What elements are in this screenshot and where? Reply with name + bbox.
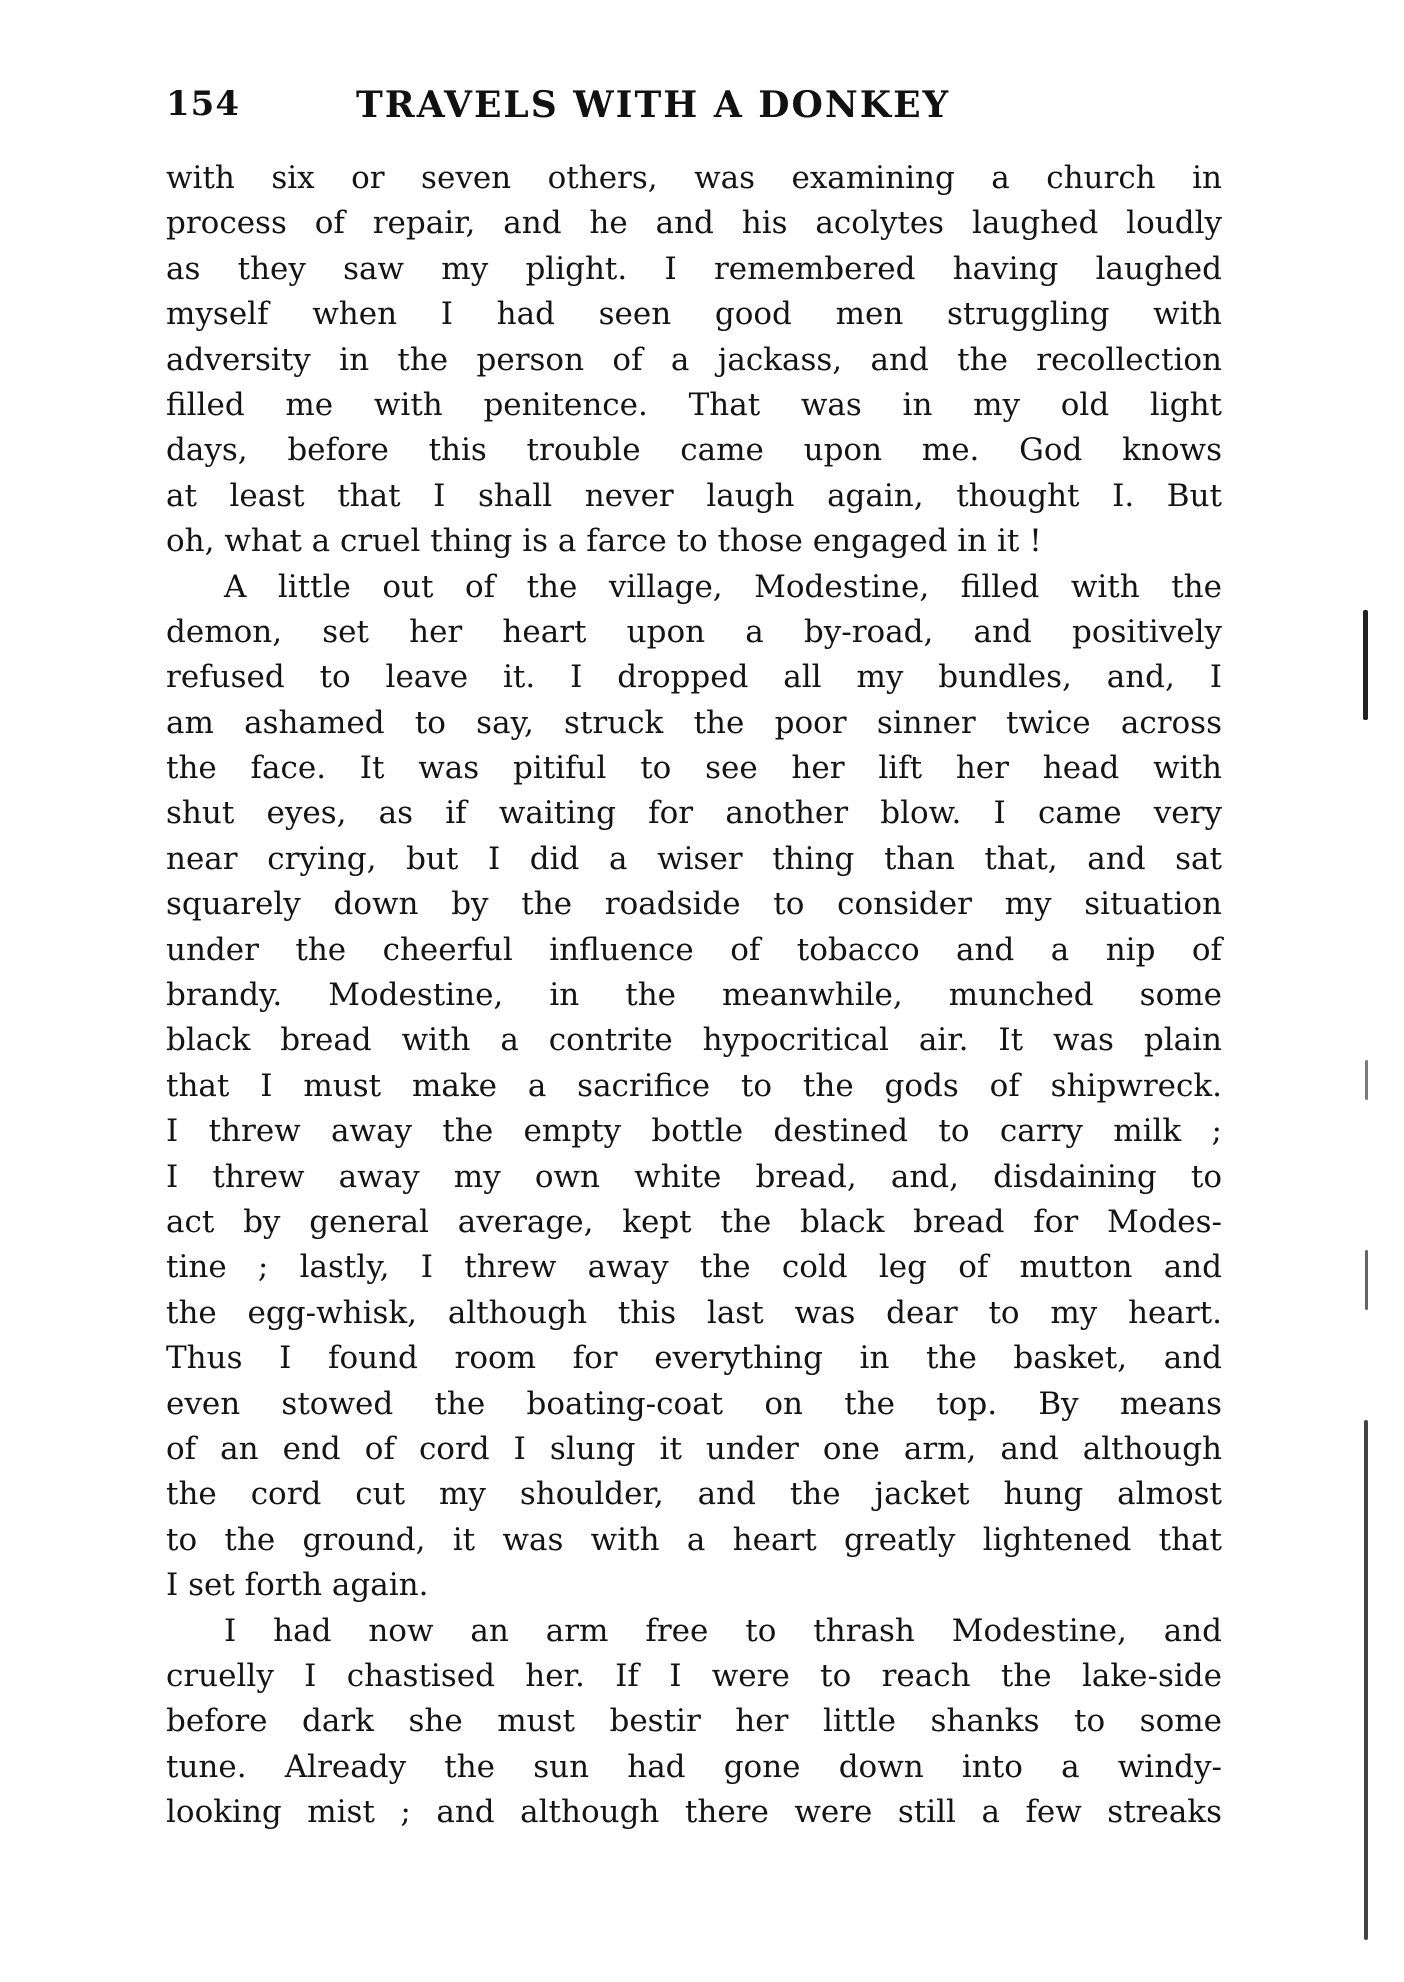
scan-edge-mark	[1365, 1060, 1368, 1100]
text-line: I threw away the empty bottle destined to carry milk ;	[166, 1113, 1222, 1150]
text-line: demon, set her heart upon a by-road, and positively	[166, 613, 1222, 650]
text-line: shut eyes, as if waiting for another blow. I came very	[166, 795, 1222, 832]
text-line: the cord cut my shoulder, and the jacket hung almost	[166, 1476, 1222, 1513]
text-line: near crying, but I did a wiser thing than that, and sat	[166, 840, 1222, 877]
text-line: process of repair, and he and his acolytes laughed loudly	[166, 205, 1222, 242]
text-line: myself when I had seen good men struggling with	[166, 296, 1222, 333]
text-line: am ashamed to say, struck the poor sinner twice across	[166, 704, 1222, 741]
text-line: filled me with penitence. That was in my old light	[166, 386, 1222, 423]
scan-edge-mark	[1363, 610, 1368, 720]
text-line: I had now an arm free to thrash Modestine, and	[224, 1612, 1222, 1649]
text-line: the egg-whisk, although this last was dear to my heart.	[166, 1294, 1222, 1331]
text-line: before dark she must bestir her little shanks to some	[166, 1703, 1222, 1740]
text-line: act by general average, kept the black bread for Modes-	[166, 1203, 1222, 1240]
text-line: refused to leave it. I dropped all my bundles, and, I	[166, 659, 1222, 696]
running-title: TRAVELS WITH A DONKEY	[356, 84, 951, 126]
text-line: under the cheerful influence of tobacco and a nip of	[166, 931, 1222, 968]
text-line: black bread with a contrite hypocritical air. It was plain	[166, 1022, 1222, 1059]
text-line: brandy. Modestine, in the meanwhile, munched some	[166, 977, 1222, 1014]
scan-edge-mark	[1365, 1250, 1368, 1310]
text-line: at least that I shall never laugh again, thought I. But	[166, 477, 1222, 514]
text-line: Thus I found room for everything in the basket, and	[166, 1340, 1222, 1377]
text-line: squarely down by the roadside to consider my situation	[166, 886, 1222, 923]
text-line: the face. It was pitiful to see her lift her head with	[166, 750, 1222, 787]
page-number: 154	[166, 84, 240, 124]
text-line: that I must make a sacrifice to the gods of shipwreck.	[166, 1067, 1222, 1104]
text-line: looking mist ; and although there were still a few streaks	[166, 1794, 1222, 1831]
text-line: cruelly I chastised her. If I were to reach the lake-side	[166, 1657, 1222, 1694]
page-header	[166, 84, 1066, 134]
text-line: with six or seven others, was examining a church in	[166, 160, 1222, 196]
text-line: A little out of the village, Modestine, filled with the	[224, 568, 1222, 605]
text-line: as they saw my plight. I remembered having laughed	[166, 250, 1222, 287]
text-line: adversity in the person of a jackass, and the recollection	[166, 341, 1222, 378]
text-line: tine ; lastly, I threw away the cold leg of mutton and	[166, 1249, 1222, 1286]
text-line: of an end of cord I slung it under one arm, and although	[166, 1430, 1222, 1467]
body-text	[166, 156, 1222, 1835]
text-line: I threw away my own white bread, and, disdaining to	[166, 1158, 1222, 1195]
text-line: days, before this trouble came upon me. God knows	[166, 432, 1222, 469]
scan-edge-mark	[1364, 1420, 1368, 1940]
text-line: oh, what a cruel thing is a farce to those engaged in it !	[166, 523, 1042, 560]
text-line: I set forth again.	[166, 1567, 429, 1604]
text-line: even stowed the boating-coat on the top. By means	[166, 1385, 1222, 1422]
text-line: tune. Already the sun had gone down into a windy-	[166, 1748, 1222, 1785]
text-line: to the ground, it was with a heart greatly lightened that	[166, 1521, 1222, 1558]
